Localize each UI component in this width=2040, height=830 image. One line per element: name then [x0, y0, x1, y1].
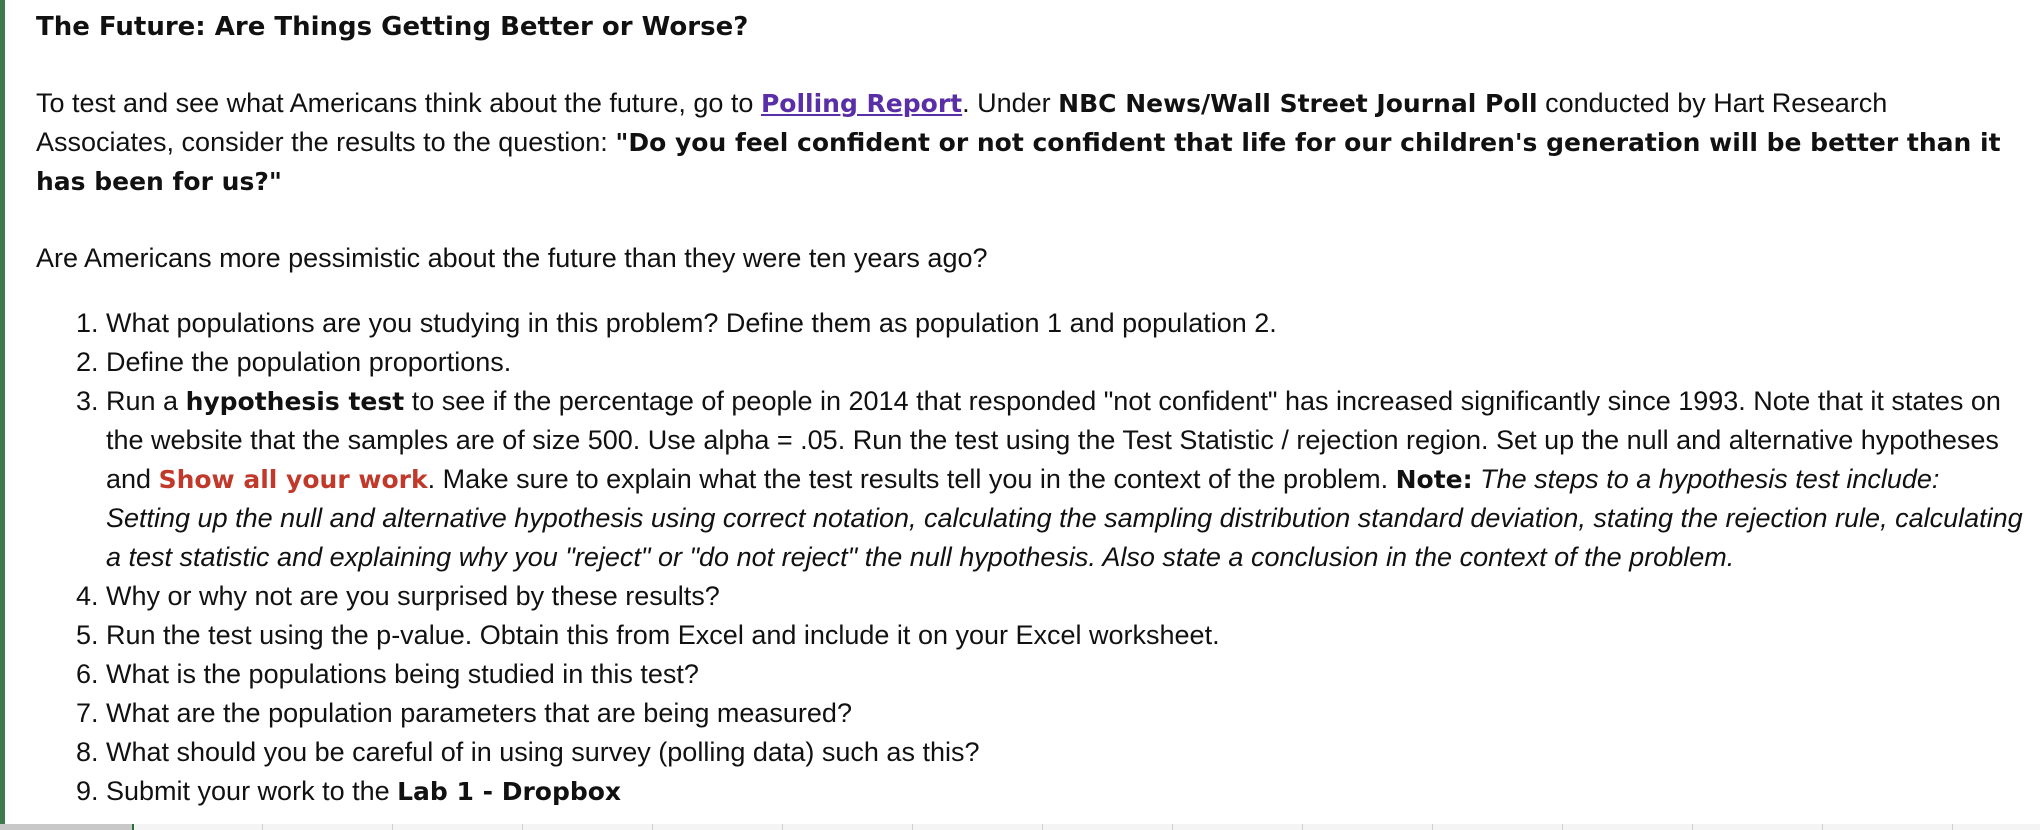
sheet-tab-strip: [0, 824, 2040, 830]
column-divider: [1172, 824, 1173, 830]
column-divider: [1042, 824, 1043, 830]
column-divider: [782, 824, 783, 830]
q9-text: Submit your work to the: [106, 776, 398, 806]
column-divider: [912, 824, 913, 830]
list-item: 6. What is the populations being studied in this test?: [106, 655, 2026, 694]
list-item: 5. Run the test using the p-value. Obtain this from Excel and include it on your Excel worksheet.: [106, 616, 2026, 655]
intro-text-3: conducted by Hart Research Associates, consider the results to the question:: [36, 88, 1888, 157]
list-item: 8. What should you be careful of in using survey (polling data) such as this?: [106, 733, 2026, 772]
column-divider: [392, 824, 393, 830]
column-divider: [1692, 824, 1693, 830]
list-item: 2. Define the population proportions.: [106, 343, 2026, 382]
intro-paragraph: [36, 84, 2026, 201]
q3-show-work: Show all your work: [158, 465, 428, 494]
column-divider: [1302, 824, 1303, 830]
q3-text-c: to see if the percentage of people in 2014 that responded "not confident" has increased significantly since 1993. Note that it states on the website that the samples are of size 500. Use alpha = .05. Run the test using the Test Statistic / rejection region. Set up the null and alternative hypotheses and: [106, 386, 2001, 494]
list-item: [106, 382, 2026, 577]
column-divider: [652, 824, 653, 830]
list-item: 7. What are the population parameters that are being measured?: [106, 694, 2026, 733]
q3-note-label: Note:: [1395, 465, 1473, 494]
list-item: [106, 772, 2026, 811]
polling-report-link[interactable]: Polling Report: [760, 89, 963, 118]
q3-text-e: . Make sure to explain what the test results tell you in the context of the problem.: [427, 464, 1396, 494]
list-item: 1. What populations are you studying in this problem? Define them as population 1 and population 2.: [106, 304, 2026, 343]
poll-name: NBC News/Wall Street Journal Poll: [1058, 89, 1538, 118]
q3-text-a: Run a: [106, 386, 186, 416]
page-title: The Future: Are Things Getting Better or Worse?: [36, 12, 749, 42]
left-accent-bar: [0, 0, 5, 830]
lab-dropbox: Lab 1 - Dropbox: [397, 777, 622, 806]
list-item: 4. Why or why not are you surprised by these results?: [106, 577, 2026, 616]
intro-text-2: . Under: [962, 88, 1059, 118]
document-body: [36, 8, 2026, 811]
column-divider: [1822, 824, 1823, 830]
column-divider: [262, 824, 263, 830]
q3-hypothesis-test: hypothesis test: [185, 387, 405, 416]
column-divider: [522, 824, 523, 830]
prompt-paragraph: Are Americans more pessimistic about the future than they were ten years ago?: [36, 243, 988, 273]
column-divider: [1952, 824, 1953, 830]
intro-text-1: To test and see what Americans think about the future, go to: [36, 88, 761, 118]
column-divider: [1432, 824, 1433, 830]
question-list: [36, 304, 2026, 811]
active-sheet-tab[interactable]: [0, 824, 134, 830]
column-divider: [1562, 824, 1563, 830]
q3-note-text: The steps to a hypothesis test include: Setting up the null and alternative hypothesis using correct notation, calculating the sampling distribution standard deviation, stating the rejection rule, calculating a test statistic and explaining why you "reject" or "do not reject" the null hypothesis. Also state a conclusion in the context of the problem.: [106, 464, 2023, 572]
poll-question: "Do you feel confident or not confident that life for our children's generation will be better than it has been for us?": [36, 128, 2001, 196]
